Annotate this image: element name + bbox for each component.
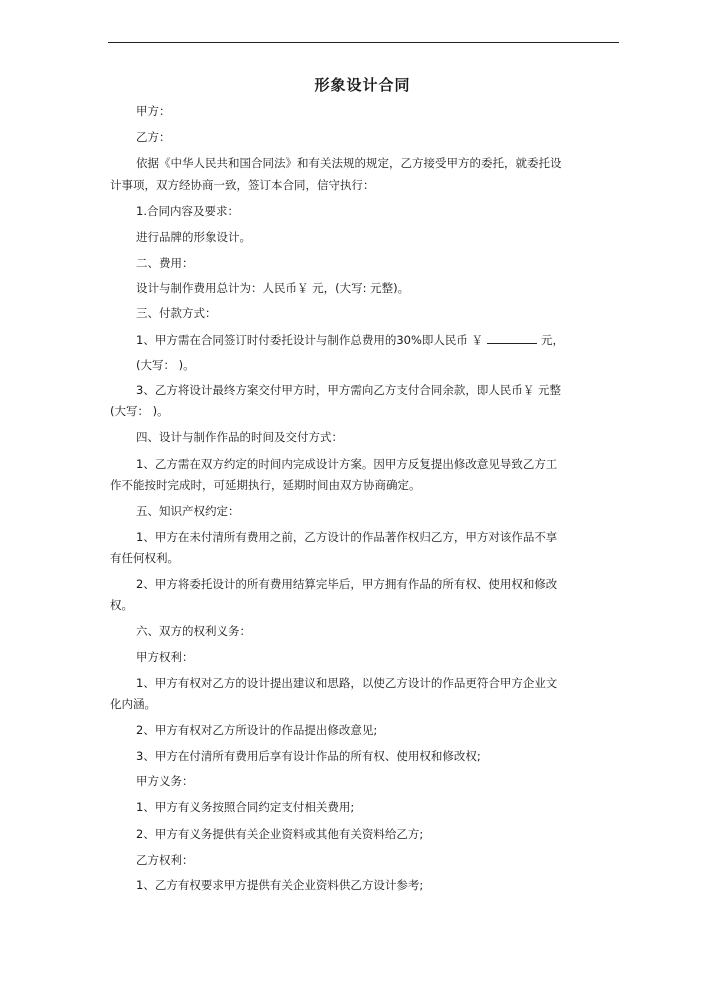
section-3-heading: 三、付款方式： (136, 306, 217, 320)
party-a-duty-1: 1、甲方有义务按照合同约定支付相关费用; (136, 800, 355, 814)
section-4-item-1-line-1: 1、乙方需在双方约定的时间内完成设计方案。因甲方反复提出修改意见导致乙方工 (136, 457, 558, 471)
section-5-item-1-line-2: 有任何权利。 (110, 551, 179, 565)
party-b-rights-heading: 乙方权利： (136, 853, 194, 867)
preamble-line-1: 依据《中华人民共和国合同法》和有关法规的规定，乙方接受甲方的委托，就委托设 (136, 156, 562, 170)
amount-blank (487, 333, 537, 344)
section-4-heading: 四、设计与制作作品的时间及交付方式： (136, 430, 343, 444)
document-title: 形象设计合同 (314, 76, 411, 94)
header-rule (108, 42, 619, 43)
section-5-item-2-line-1: 2、甲方将委托设计的所有费用结算完毕后，甲方拥有作品的所有权、使用权和修改 (136, 577, 558, 591)
payment-1-text: 1、甲方需在合同签订时付委托设计与制作总费用的30%即人民币 ￥ (136, 333, 484, 347)
preamble-line-2: 计事项，双方经协商一致，签订本合同，信守执行： (110, 178, 375, 192)
party-a-right-2: 2、甲方有权对乙方所设计的作品提出修改意见; (136, 723, 378, 737)
section-1-heading: 1.合同内容及要求： (136, 204, 239, 218)
party-a-right-3: 3、甲方在付清所有费用后享有设计作品的所有权、使用权和修改权; (136, 749, 481, 763)
section-1-body: 进行品牌的形象设计。 (136, 230, 251, 244)
party-a-rights-heading: 甲方权利： (136, 650, 194, 664)
party-b-right-1: 1、乙方有权要求甲方提供有关企业资料供乙方设计参考; (136, 878, 424, 892)
section-2-heading: 二、费用： (136, 256, 194, 270)
party-a-duty-2: 2、甲方有义务提供有关企业资料或其他有关资料给乙方; (136, 827, 424, 841)
section-4-item-1-line-2: 作不能按时完成时，可延期执行，延期时间由双方协商确定。 (110, 478, 421, 492)
section-5-item-2-line-2: 权。 (110, 598, 133, 612)
payment-1-uppercase: (大写： )。 (136, 358, 195, 372)
payment-1-line (136, 333, 564, 347)
party-a-line: 甲方： (136, 104, 171, 118)
payment-3-line: 3、乙方将设计最终方案交付甲方时，甲方需向乙方支付合同余款，即人民币￥ 元整 (136, 383, 561, 397)
section-6-heading: 六、双方的权利义务： (136, 624, 251, 638)
section-5-heading: 五、知识产权约定： (136, 504, 240, 518)
payment-3-uppercase: (大写： )。 (110, 404, 169, 418)
party-a-right-1-line-1: 1、甲方有权对乙方的设计提出建议和思路，以使乙方设计的作品更符合甲方企业文 (136, 676, 558, 690)
payment-1-unit: 元， (541, 333, 565, 347)
section-5-item-1-line-1: 1、甲方在未付清所有费用之前，乙方设计的作品著作权归乙方，甲方对该作品不享 (136, 530, 558, 544)
party-a-right-1-line-2: 化内涵。 (110, 697, 156, 711)
party-b-line: 乙方： (136, 130, 171, 144)
fee-total-line: 设计与制作费用总计为：人民币￥ 元，(大写: 元整)。 (136, 281, 410, 295)
party-a-duties-heading: 甲方义务： (136, 774, 194, 788)
